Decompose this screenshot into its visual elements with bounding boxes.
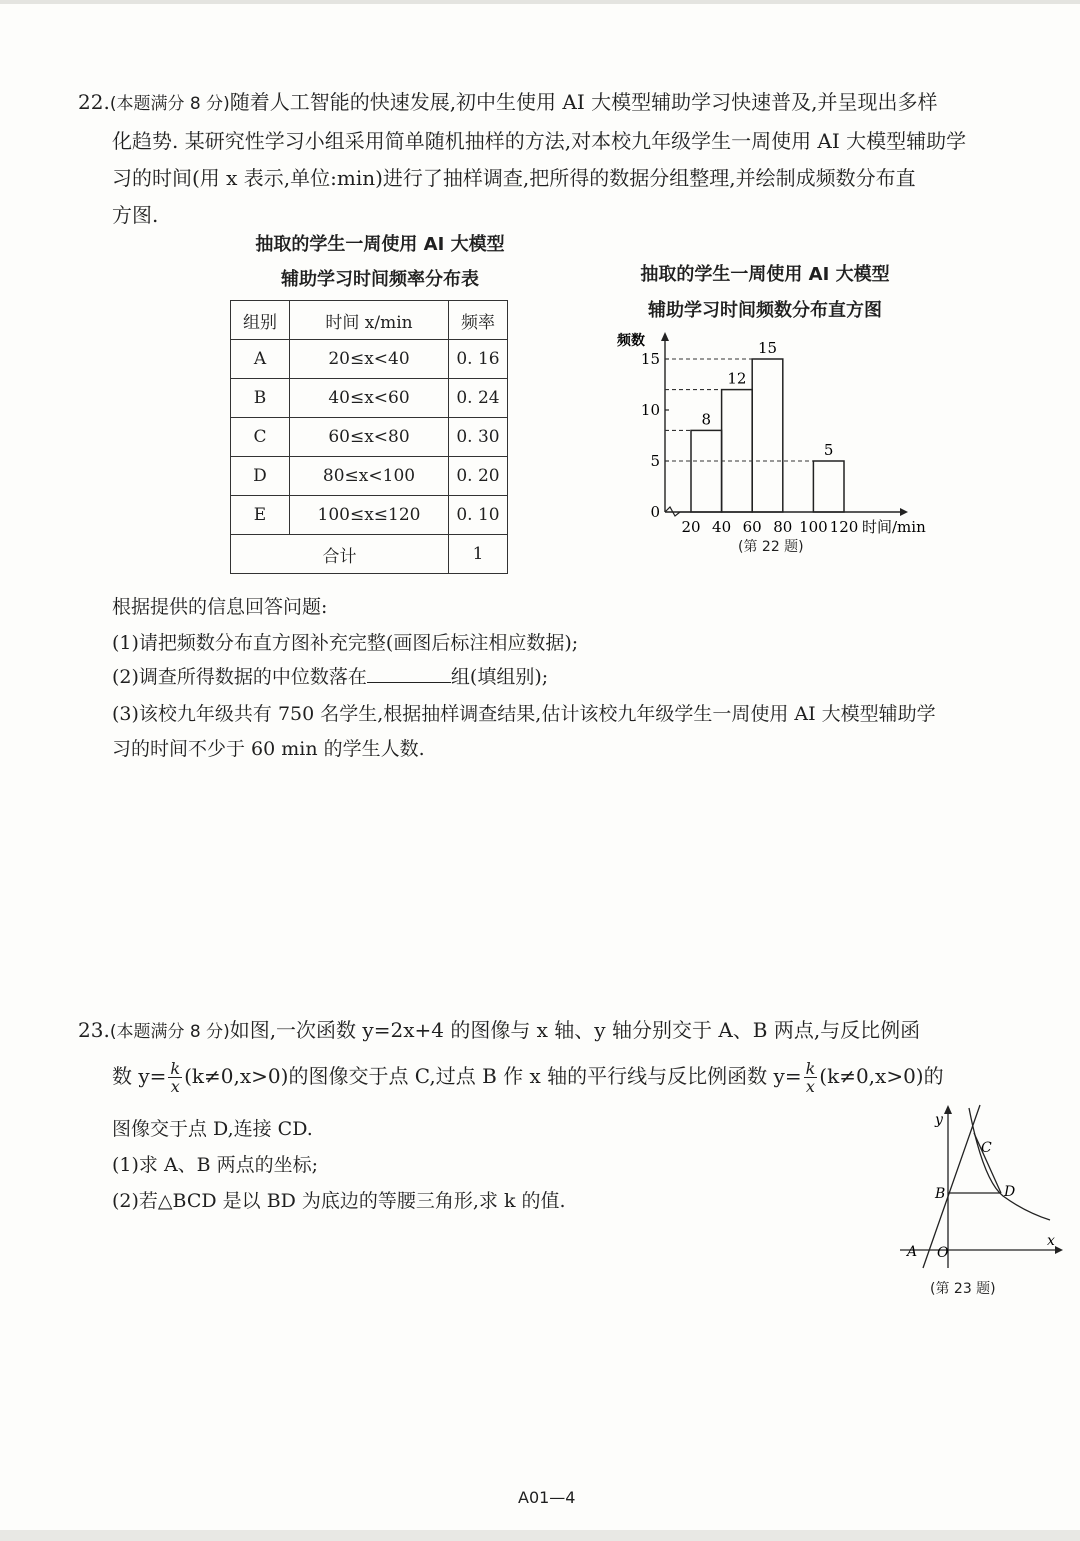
y-tick-label: 10 (640, 401, 660, 419)
q22-line3: 习的时间(用 x 表示,单位:min)进行了抽样调查,把所得的数据分组整理,并绘制成频数分布直 (112, 166, 916, 190)
x-tick-label: 60 (742, 518, 762, 536)
label-o: O (937, 1245, 949, 1261)
table-cell: 80≤x<100 (290, 457, 449, 496)
y-axis-label: 频数 (617, 333, 645, 349)
q22-line2: 化趋势. 某研究性学习小组采用简单随机抽样的方法,对本校九年级学生一周使用 AI 大模型辅助学 (112, 129, 967, 153)
table-total-label: 合计 (231, 535, 449, 574)
q23-line2-a: 数 y= (112, 1064, 167, 1088)
q23-sub2: (2)若△BCD 是以 BD 为底边的等腰三角形,求 k 的值. (112, 1190, 566, 1212)
y-tick-label: 15 (640, 350, 660, 368)
y-axis-arrow-icon (944, 1105, 952, 1114)
table-cell: 0. 20 (449, 457, 508, 496)
hyperbola-curve (969, 1108, 1050, 1220)
table-title-line1: 抽取的学生一周使用 AI 大模型 (255, 234, 505, 255)
chart-title-line2: 辅助学习时间频数分布直方图 (648, 300, 882, 321)
x-tick-label: 40 (712, 518, 732, 536)
q23-caption: (第 23 题) (930, 1281, 996, 1297)
q22-sub2 (112, 660, 1072, 694)
table-cell: D (231, 457, 290, 496)
x-axis-arrow-icon (1055, 1246, 1063, 1254)
table-cell: 0. 16 (449, 340, 508, 379)
table-cell: A (231, 340, 290, 379)
table-cell: 0. 30 (449, 418, 508, 457)
fraction-numerator: k (805, 1059, 816, 1078)
x-tick-label: 80 (773, 518, 793, 536)
q22-sub1: (1)请把频数分布直方图补充完整(画图后标注相应数据); (112, 632, 579, 654)
table-header-cell: 频率 (449, 301, 508, 340)
q22-sub3-line2: 习的时间不少于 60 min 的学生人数. (112, 738, 425, 760)
x-tick-label: 20 (681, 518, 701, 536)
q22-stem (78, 84, 1068, 234)
q23-line1: 如图,一次函数 y=2x+4 的图像与 x 轴、y 轴分别交于 A、B 两点,与反比例函 (229, 1018, 921, 1042)
label-c: C (981, 1140, 992, 1156)
fraction-denominator: x (170, 1077, 180, 1096)
page-footer: A01—4 (518, 1488, 576, 1507)
page-top-edge (0, 0, 1080, 4)
table-cell: 0. 10 (449, 496, 508, 535)
fraction-k-over-x (804, 1060, 818, 1095)
table-header-cell: 组别 (231, 301, 290, 340)
table-cell: 20≤x<40 (290, 340, 449, 379)
x-tick-label: 100 (799, 518, 828, 536)
table-cell: 0. 24 (449, 379, 508, 418)
table-total-value: 1 (449, 535, 508, 574)
histogram-bar (752, 359, 783, 512)
q22-number: 22. (78, 90, 110, 114)
q23-number: 23. (78, 1018, 110, 1042)
table-row (231, 496, 508, 535)
label-y: y (935, 1112, 943, 1128)
q22-sub2-text-a: (2)调查所得数据的中位数落在 (112, 666, 367, 688)
table-cell: B (231, 379, 290, 418)
q23-figure (895, 1100, 1065, 1270)
table-row (231, 379, 508, 418)
q22-score: (本题满分 8 分) (109, 94, 230, 114)
q22-caption: (第 22 题) (738, 539, 804, 555)
bar-value-label: 15 (757, 339, 778, 357)
table-header-row (231, 301, 508, 340)
bar-value-label: 12 (727, 369, 747, 388)
q22-prompt: 根据提供的信息回答问题: (112, 596, 328, 618)
q22-sub2-text-b: 组(填组别); (450, 666, 549, 688)
q23-sub1: (1)求 A、B 两点的坐标; (112, 1154, 319, 1176)
label-d: D (1004, 1184, 1016, 1200)
table-cell: 40≤x<60 (290, 379, 449, 418)
fraction-k-over-x (168, 1060, 182, 1095)
q22-sub3-line1: (3)该校九年级共有 750 名学生,根据抽样调查结果,估计该校九年级学生一周使用 AI 大模型辅助学 (112, 703, 936, 725)
histogram-bar (722, 390, 753, 512)
histogram-bar (691, 430, 722, 512)
label-a: A (907, 1244, 918, 1260)
label-x: x (1047, 1233, 1055, 1249)
y-axis-arrow-icon (661, 332, 669, 341)
bar-value-label: 5 (823, 441, 834, 459)
y-tick-label: 0 (650, 503, 660, 521)
fraction-numerator: k (170, 1059, 181, 1078)
bar-value-label: 8 (701, 410, 712, 429)
table-title-line2: 辅助学习时间频率分布表 (281, 269, 479, 290)
table-cell: 100≤x≤120 (290, 496, 449, 535)
q23-line2 (112, 1058, 1072, 1095)
table-row (231, 418, 508, 457)
frequency-table (230, 300, 508, 574)
x-axis-label: 时间/min (862, 518, 926, 536)
frequency-histogram (610, 325, 950, 545)
chart-title-line1: 抽取的学生一周使用 AI 大模型 (640, 264, 890, 285)
q23-line3: 图像交于点 D,连接 CD. (112, 1118, 313, 1140)
table-header-cell: 时间 x/min (290, 301, 449, 340)
fraction-denominator: x (805, 1077, 815, 1096)
x-axis-arrow-icon (900, 508, 908, 516)
label-b: B (935, 1186, 946, 1202)
table-row (231, 457, 508, 496)
table-row (231, 340, 508, 379)
answer-blank[interactable] (367, 664, 451, 683)
page-bottom-edge (0, 1530, 1080, 1541)
q23-line2-b: (k≠0,x>0)的图像交于点 C,过点 B 作 x 轴的平行线与反比例函数 y= (184, 1064, 802, 1088)
table-total-row (231, 535, 508, 574)
table-cell: E (231, 496, 290, 535)
table-cell: 60≤x<80 (290, 418, 449, 457)
q23-stem (78, 1012, 1068, 1051)
q22-line4: 方图. (112, 203, 159, 227)
linear-function-line (923, 1105, 980, 1268)
table-cell: C (231, 418, 290, 457)
q23-line2-c: (k≠0,x>0)的 (819, 1064, 944, 1088)
x-tick-label: 120 (829, 518, 859, 536)
histogram-bar (813, 461, 844, 512)
y-tick-label: 5 (650, 452, 660, 470)
q23-score: (本题满分 8 分) (109, 1022, 230, 1042)
q22-line1: 随着人工智能的快速发展,初中生使用 AI 大模型辅助学习快速普及,并呈现出多样 (229, 90, 938, 114)
